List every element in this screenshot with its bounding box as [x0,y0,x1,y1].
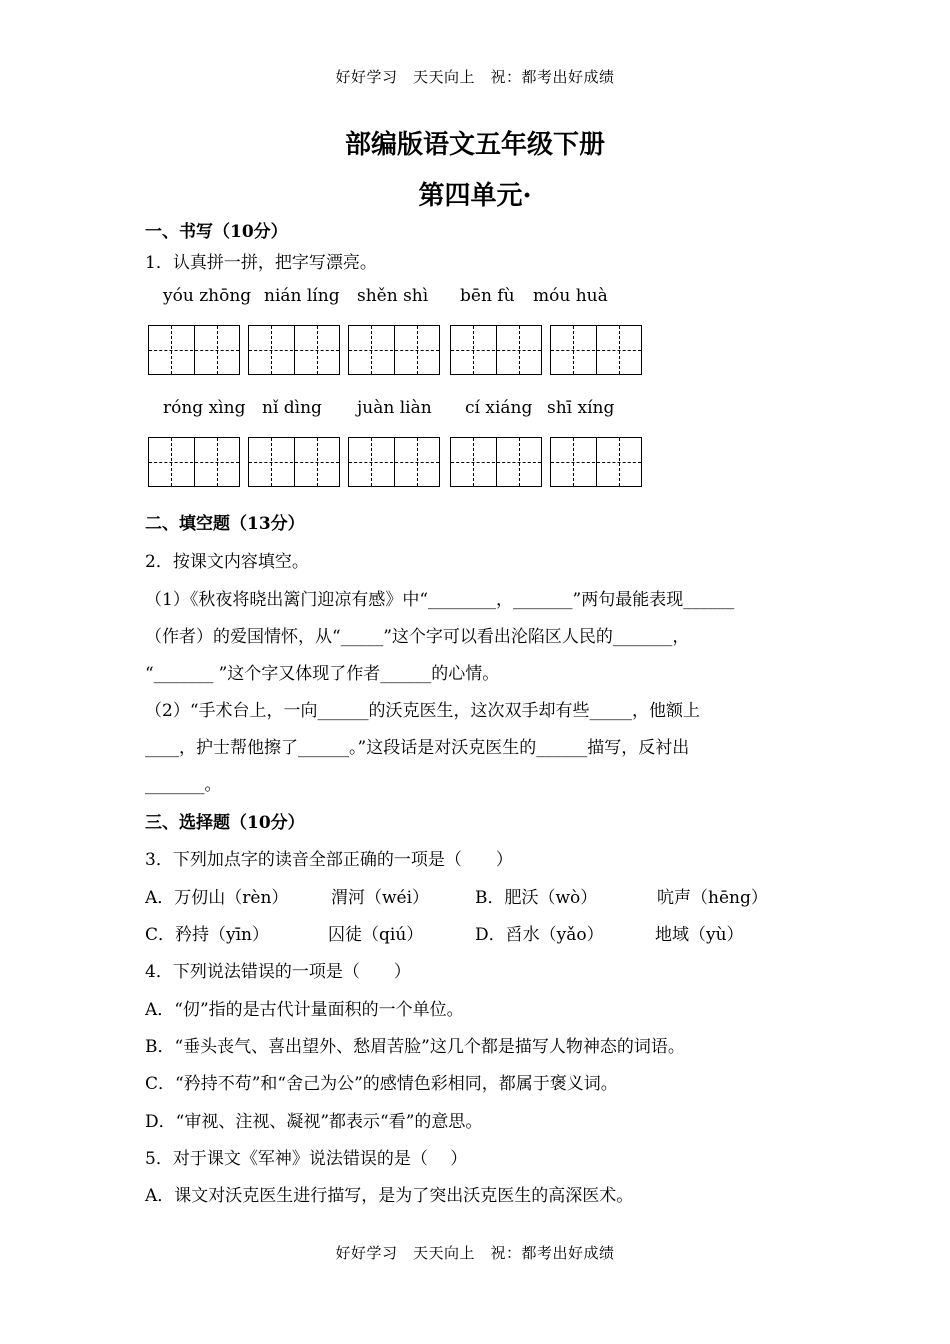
option-c-second: 囚徒（qiú） [328,925,424,945]
section-heading-writing: 一、书写（10分） [145,222,288,242]
q4-option-a: A．“仞”指的是古代计量面积的一个单位。 [145,1000,464,1020]
pinyin-label: cí xiáng [465,398,533,418]
fill-blank-line: ____，护士帮他擦了______。”这段话是对沃克医生的______描写，反衬出 [145,738,690,758]
question-2: 2．按课文内容填空。 [145,552,309,572]
page-header: 好好学习 天天向上 祝：都考出好成绩 [335,68,615,86]
fill-blank-line: _______。 [145,775,222,795]
writing-grid-box[interactable] [148,325,240,375]
option-a: A．万仞山（rèn） [145,888,289,908]
writing-grid-box[interactable] [450,325,542,375]
page-title: 部编版语文五年级下册 [344,130,605,160]
writing-grid-box[interactable] [550,325,642,375]
pinyin-label: juàn liàn [357,398,432,418]
writing-grid-box[interactable] [348,325,440,375]
pinyin-label: nǐ dìng [262,398,322,418]
page-footer: 好好学习 天天向上 祝：都考出好成绩 [335,1244,615,1262]
pinyin-label: shěn shì [357,286,429,306]
q4-option-d: D．“审视、注视、凝视”都表示“看”的意思。 [145,1112,483,1132]
option-d-second: 地域（yù） [655,925,744,945]
pinyin-label: shī xíng [547,398,615,418]
writing-grid-box[interactable] [348,437,440,487]
writing-grid-box[interactable] [550,437,642,487]
q4-option-c: C．“矜持不苟”和“舍己为公”的感情色彩相同，都属于褒义词。 [145,1074,618,1094]
writing-grid-box[interactable] [248,437,340,487]
question-1: 1．认真拼一拼，把字写漂亮。 [145,253,377,273]
unit-title: 第四单元· [418,181,532,211]
writing-grid-box[interactable] [450,437,542,487]
question-5: 5．对于课文《军神》说法错误的是（ ） [145,1149,468,1169]
question-4: 4．下列说法错误的一项是（ ） [145,962,411,982]
option-b-second: 吭声（hēng） [657,888,768,908]
section-heading-choice: 三、选择题（10分） [145,813,305,833]
pinyin-label: nián líng [264,286,340,306]
question-3: 3．下列加点字的读音全部正确的一项是（ ） [145,850,513,870]
option-d: D．舀水（yǎo） [475,925,604,945]
writing-grid-box[interactable] [148,437,240,487]
section-heading-fill-blank: 二、填空题（13分） [145,514,305,534]
option-a-second: 渭河（wéi） [331,888,430,908]
pinyin-label: yóu zhōng [163,286,252,306]
pinyin-label: móu huà [533,286,608,306]
fill-blank-line: “_______ ”这个字又体现了作者______的心情。 [145,664,500,684]
fill-blank-line: （1）《秋夜将晓出篱门迎凉有感》中“________，_______”两句最能表现______ [145,590,735,610]
q4-option-b: B．“垂头丧气、喜出望外、愁眉苦脸”这几个都是描写人物神态的词语。 [145,1037,685,1057]
pinyin-label: bēn fù [460,286,515,306]
fill-blank-line: （作者）的爱国情怀，从“_____”这个字可以看出沦陷区人民的_______， [145,627,690,647]
q5-option-a: A．课文对沃克医生进行描写，是为了突出沃克医生的高深医术。 [145,1186,634,1206]
fill-blank-line: （2）“手术台上，一向______的沃克医生，这次双手却有些_____，他额上 [145,701,701,721]
writing-grid-box[interactable] [248,325,340,375]
option-b: B．肥沃（wò） [475,888,598,908]
pinyin-label: róng xìng [163,398,246,418]
option-c: C．矜持（yīn） [145,925,269,945]
